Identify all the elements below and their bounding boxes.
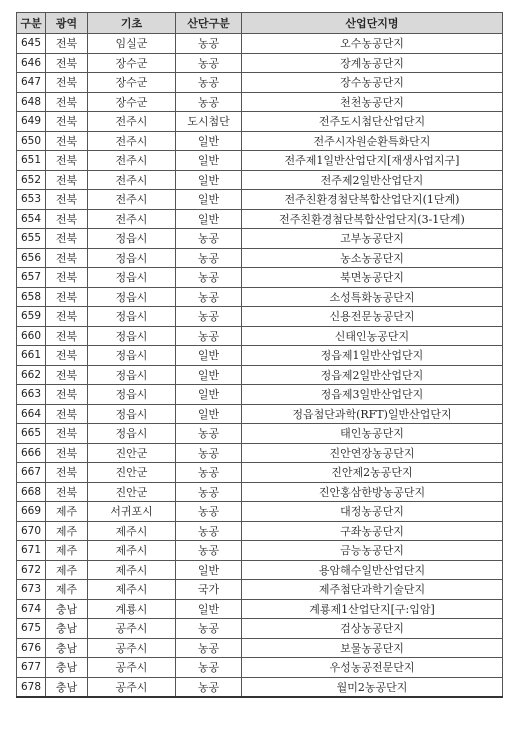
header-category: 구분: [17, 13, 46, 34]
table-row: [17, 268, 503, 288]
table-row: [17, 560, 503, 580]
table-row: [17, 131, 503, 151]
municipality-cell: 전주시: [88, 131, 176, 151]
table-row: [17, 619, 503, 639]
table-row: [17, 92, 503, 112]
complex-name-cell: 용암해수일반산업단지: [242, 560, 503, 580]
complex-type-cell: 농공: [176, 268, 242, 288]
municipality-cell: 공주시: [88, 658, 176, 678]
complex-type-cell: 국가: [176, 580, 242, 600]
row-number: 663: [17, 385, 46, 405]
table-row: [17, 229, 503, 249]
municipality-cell: 정읍시: [88, 385, 176, 405]
table-row: [17, 385, 503, 405]
row-number: 664: [17, 404, 46, 424]
complex-type-cell: 일반: [176, 209, 242, 229]
row-number: 657: [17, 268, 46, 288]
row-number: 649: [17, 112, 46, 132]
row-number: 658: [17, 287, 46, 307]
table-row: [17, 190, 503, 210]
municipality-cell: 정읍시: [88, 229, 176, 249]
complex-type-cell: 농공: [176, 482, 242, 502]
complex-name-cell: 오수농공단지: [242, 34, 503, 54]
complex-name-cell: 장계농공단지: [242, 53, 503, 73]
table-row: [17, 463, 503, 483]
complex-name-cell: 진안홍삼한방농공단지: [242, 482, 503, 502]
province-cell: 전북: [46, 73, 88, 93]
row-number: 659: [17, 307, 46, 327]
complex-name-cell: 전주친환경첨단복합산업단지(3-1단계): [242, 209, 503, 229]
province-cell: 전북: [46, 229, 88, 249]
complex-name-cell: 계룡제1산업단지[구:입암]: [242, 599, 503, 619]
table-row: [17, 53, 503, 73]
complex-name-cell: 신용전문농공단지: [242, 307, 503, 327]
complex-name-cell: 대정농공단지: [242, 502, 503, 522]
table-row: [17, 112, 503, 132]
row-number: 666: [17, 443, 46, 463]
province-cell: 전북: [46, 209, 88, 229]
municipality-cell: 제주시: [88, 521, 176, 541]
table-row: [17, 326, 503, 346]
municipality-cell: 정읍시: [88, 326, 176, 346]
table-row: [17, 677, 503, 697]
municipality-cell: 전주시: [88, 209, 176, 229]
complex-type-cell: 농공: [176, 73, 242, 93]
table-row: [17, 248, 503, 268]
province-cell: 전북: [46, 365, 88, 385]
municipality-cell: 전주시: [88, 170, 176, 190]
complex-type-cell: 농공: [176, 443, 242, 463]
industrial-complex-table: [16, 12, 503, 698]
complex-name-cell: 정읍제2일반산업단지: [242, 365, 503, 385]
municipality-cell: 제주시: [88, 580, 176, 600]
province-cell: 충남: [46, 638, 88, 658]
municipality-cell: 제주시: [88, 560, 176, 580]
complex-type-cell: 농공: [176, 541, 242, 561]
complex-type-cell: 일반: [176, 560, 242, 580]
province-cell: 전북: [46, 268, 88, 288]
municipality-cell: 정읍시: [88, 307, 176, 327]
row-number: 677: [17, 658, 46, 678]
province-cell: 전북: [46, 151, 88, 171]
municipality-cell: 계룡시: [88, 599, 176, 619]
complex-name-cell: 전주도시첨단산업단지: [242, 112, 503, 132]
table-row: [17, 209, 503, 229]
province-cell: 충남: [46, 658, 88, 678]
table-row: [17, 502, 503, 522]
province-cell: 전북: [46, 443, 88, 463]
table-row: [17, 541, 503, 561]
complex-type-cell: 일반: [176, 599, 242, 619]
complex-name-cell: 월미2농공단지: [242, 677, 503, 697]
row-number: 656: [17, 248, 46, 268]
table-row: [17, 443, 503, 463]
complex-name-cell: 태인농공단지: [242, 424, 503, 444]
table-row: [17, 482, 503, 502]
table-row: [17, 424, 503, 444]
municipality-cell: 전주시: [88, 112, 176, 132]
municipality-cell: 정읍시: [88, 287, 176, 307]
complex-type-cell: 농공: [176, 307, 242, 327]
complex-type-cell: 일반: [176, 151, 242, 171]
province-cell: 충남: [46, 677, 88, 697]
municipality-cell: 장수군: [88, 73, 176, 93]
complex-name-cell: 구좌농공단지: [242, 521, 503, 541]
table-row: [17, 287, 503, 307]
province-cell: 전북: [46, 307, 88, 327]
province-cell: 전북: [46, 92, 88, 112]
table-row: [17, 365, 503, 385]
row-number: 675: [17, 619, 46, 639]
province-cell: 제주: [46, 502, 88, 522]
province-cell: 전북: [46, 53, 88, 73]
province-cell: 전북: [46, 424, 88, 444]
complex-name-cell: 천천농공단지: [242, 92, 503, 112]
header-province: 광역: [46, 13, 88, 34]
row-number: 647: [17, 73, 46, 93]
municipality-cell: 진안군: [88, 443, 176, 463]
table-row: [17, 599, 503, 619]
row-number: 654: [17, 209, 46, 229]
row-number: 673: [17, 580, 46, 600]
row-number: 646: [17, 53, 46, 73]
municipality-cell: 정읍시: [88, 268, 176, 288]
municipality-cell: 정읍시: [88, 365, 176, 385]
complex-type-cell: 농공: [176, 53, 242, 73]
table-row: [17, 638, 503, 658]
province-cell: 제주: [46, 541, 88, 561]
province-cell: 전북: [46, 287, 88, 307]
row-number: 652: [17, 170, 46, 190]
municipality-cell: 공주시: [88, 619, 176, 639]
complex-type-cell: 농공: [176, 619, 242, 639]
complex-name-cell: 전주시자원순환특화단지: [242, 131, 503, 151]
complex-name-cell: 전주제1일반산업단지[재생사업지구]: [242, 151, 503, 171]
row-number: 672: [17, 560, 46, 580]
table-row: [17, 307, 503, 327]
complex-name-cell: 금능농공단지: [242, 541, 503, 561]
complex-type-cell: 농공: [176, 326, 242, 346]
row-number: 671: [17, 541, 46, 561]
municipality-cell: 진안군: [88, 463, 176, 483]
row-number: 655: [17, 229, 46, 249]
table-row: [17, 658, 503, 678]
complex-type-cell: 농공: [176, 521, 242, 541]
municipality-cell: 서귀포시: [88, 502, 176, 522]
province-cell: 전북: [46, 326, 88, 346]
complex-name-cell: 제주첨단과학기술단지: [242, 580, 503, 600]
row-number: 670: [17, 521, 46, 541]
complex-name-cell: 정읍제3일반산업단지: [242, 385, 503, 405]
municipality-cell: 전주시: [88, 151, 176, 171]
complex-name-cell: 소성특화농공단지: [242, 287, 503, 307]
complex-name-cell: 보물농공단지: [242, 638, 503, 658]
province-cell: 충남: [46, 599, 88, 619]
complex-name-cell: 장수농공단지: [242, 73, 503, 93]
province-cell: 전북: [46, 131, 88, 151]
municipality-cell: 정읍시: [88, 346, 176, 366]
table-row: [17, 170, 503, 190]
province-cell: 전북: [46, 34, 88, 54]
province-cell: 전북: [46, 385, 88, 405]
complex-type-cell: 일반: [176, 170, 242, 190]
province-cell: 충남: [46, 619, 88, 639]
row-number: 674: [17, 599, 46, 619]
table-header: [17, 13, 503, 34]
row-number: 653: [17, 190, 46, 210]
complex-name-cell: 진안제2농공단지: [242, 463, 503, 483]
municipality-cell: 장수군: [88, 92, 176, 112]
municipality-cell: 정읍시: [88, 404, 176, 424]
complex-type-cell: 농공: [176, 463, 242, 483]
municipality-cell: 정읍시: [88, 424, 176, 444]
province-cell: 전북: [46, 404, 88, 424]
complex-type-cell: 일반: [176, 404, 242, 424]
row-number: 651: [17, 151, 46, 171]
row-number: 669: [17, 502, 46, 522]
row-number: 668: [17, 482, 46, 502]
municipality-cell: 정읍시: [88, 248, 176, 268]
table-row: [17, 346, 503, 366]
row-number: 648: [17, 92, 46, 112]
complex-type-cell: 일반: [176, 385, 242, 405]
municipality-cell: 제주시: [88, 541, 176, 561]
complex-type-cell: 일반: [176, 190, 242, 210]
table-row: [17, 151, 503, 171]
complex-type-cell: 일반: [176, 131, 242, 151]
table-row: [17, 580, 503, 600]
complex-name-cell: 신태인농공단지: [242, 326, 503, 346]
complex-name-cell: 검상농공단지: [242, 619, 503, 639]
complex-type-cell: 도시첨단: [176, 112, 242, 132]
header-municipality: 기초: [88, 13, 176, 34]
complex-name-cell: 전주친환경첨단복합산업단지(1단계): [242, 190, 503, 210]
municipality-cell: 전주시: [88, 190, 176, 210]
header-complex-name: 산업단지명: [242, 13, 503, 34]
row-number: 662: [17, 365, 46, 385]
province-cell: 전북: [46, 482, 88, 502]
complex-name-cell: 우성농공전문단지: [242, 658, 503, 678]
complex-name-cell: 농소농공단지: [242, 248, 503, 268]
header-complex-type: 산단구분: [176, 13, 242, 34]
table-row: [17, 73, 503, 93]
complex-name-cell: 정읍제1일반산업단지: [242, 346, 503, 366]
complex-type-cell: 농공: [176, 229, 242, 249]
complex-type-cell: 일반: [176, 365, 242, 385]
province-cell: 제주: [46, 521, 88, 541]
row-number: 661: [17, 346, 46, 366]
row-number: 678: [17, 677, 46, 697]
province-cell: 제주: [46, 580, 88, 600]
header-row: [17, 13, 503, 34]
province-cell: 전북: [46, 112, 88, 132]
row-number: 667: [17, 463, 46, 483]
complex-type-cell: 농공: [176, 287, 242, 307]
municipality-cell: 장수군: [88, 53, 176, 73]
complex-type-cell: 농공: [176, 34, 242, 54]
complex-type-cell: 농공: [176, 658, 242, 678]
complex-name-cell: 북면농공단지: [242, 268, 503, 288]
province-cell: 전북: [46, 190, 88, 210]
municipality-cell: 임실군: [88, 34, 176, 54]
province-cell: 전북: [46, 170, 88, 190]
row-number: 660: [17, 326, 46, 346]
row-number: 676: [17, 638, 46, 658]
province-cell: 전북: [46, 248, 88, 268]
complex-name-cell: 고부농공단지: [242, 229, 503, 249]
complex-name-cell: 정읍첨단과학(RFT)일반산업단지: [242, 404, 503, 424]
municipality-cell: 진안군: [88, 482, 176, 502]
row-number: 665: [17, 424, 46, 444]
complex-type-cell: 농공: [176, 248, 242, 268]
complex-type-cell: 농공: [176, 638, 242, 658]
complex-type-cell: 농공: [176, 677, 242, 697]
table-body: [17, 34, 503, 698]
complex-name-cell: 전주제2일반산업단지: [242, 170, 503, 190]
complex-type-cell: 농공: [176, 92, 242, 112]
complex-type-cell: 농공: [176, 502, 242, 522]
province-cell: 전북: [46, 346, 88, 366]
province-cell: 전북: [46, 463, 88, 483]
row-number: 650: [17, 131, 46, 151]
complex-type-cell: 일반: [176, 346, 242, 366]
municipality-cell: 공주시: [88, 677, 176, 697]
table-row: [17, 404, 503, 424]
table-row: [17, 521, 503, 541]
complex-name-cell: 진안연장농공단지: [242, 443, 503, 463]
row-number: 645: [17, 34, 46, 54]
table-row: [17, 34, 503, 54]
province-cell: 제주: [46, 560, 88, 580]
complex-type-cell: 농공: [176, 424, 242, 444]
municipality-cell: 공주시: [88, 638, 176, 658]
